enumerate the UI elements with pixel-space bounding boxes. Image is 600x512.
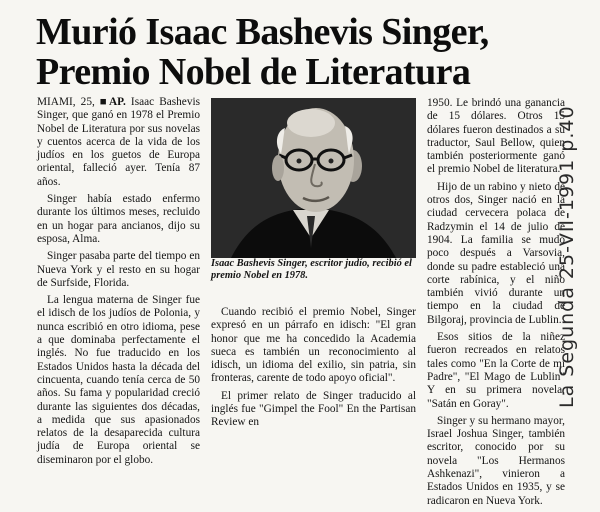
portrait-photo xyxy=(211,98,416,258)
article-column-3 xyxy=(427,97,565,512)
article-column-2 xyxy=(211,306,416,434)
paragraph: La lengua materna de Singer fue el idisch de los judíos de Polonia, y nunca escribió en otro idioma, pese a que dominaba perfectamente el inglés. No fue traducido en los Estados Unidos hasta la década del cincuenta, cuando tenía cerca de 50 años. Su fama y popularidad creció durante las siguientes dos décadas, a medida que sus apasionados relatos de la desaparecida cultura judía de Europa oriental se diseminaron por el globo. xyxy=(37,294,200,466)
dateline: MIAMI, 25, xyxy=(37,96,95,108)
paragraph: Esos sitios de la niñez fueron recreados en relatos tales como "En la Corte de mi Padre", "El Mago de Lublin" Y en su primera novela, "Satán en Goray". xyxy=(427,331,565,410)
paragraph: Singer pasaba parte del tiempo en Nueva York y el resto en su hogar de Surfside, Florida. xyxy=(37,250,200,289)
photo-caption: Isaac Bashevis Singer, escritor judío, recibió el premio Nobel en 1978. xyxy=(211,258,412,281)
lead-paragraph xyxy=(37,96,200,189)
paragraph: 1950. Le brindó una ganancia de 15 dólares. Otros 15 dólares fueron destinados a su traductor, Saul Bellow, quien también posteriormente ganó el premio Nobel de literatura. xyxy=(427,97,565,176)
headline-line-1: Murió Isaac Bashevis Singer, xyxy=(36,11,489,53)
article-column-1 xyxy=(37,96,200,471)
lead-text: Isaac Bashevis Singer, que ganó en 1978 el Premio Nobel de Literatura por sus novelas y cuentos acerca de la vida de los judíos en los guetos de Europa oriental, falleció ayer. Tenía 87 años. xyxy=(37,96,201,188)
paragraph: Singer y su hermano mayor, Israel Joshua Singer, también escritor, conocido por su novela "Los Hermanos Ashkenazi", vinieron a Estados Unidos en 1935, y se radicaron en Nueva York. xyxy=(427,414,565,507)
paragraph: El primer relato de Singer traducido al inglés fue "Gimpel the Fool" En the Partisan Review en xyxy=(211,389,416,429)
headline-line-2: Premio Nobel de Literatura xyxy=(36,51,471,93)
paragraph: Hijo de un rabino y nieto de otros dos, Singer nació en la ciudad cervecera polaca de Radzymin el 14 de julio de 1904. La familia se mudó poco después a Varsovia, donde su padre estableció una corte rabínica, y el niño también vivió durante un tiempo en la ciudad de Bilgoraj, provincia de Lublin. xyxy=(427,180,565,326)
headline xyxy=(36,12,576,92)
paragraph: Cuando recibió el premio Nobel, Singer expresó en un párrafo en idisch: "El gran honor que me ha concedido la Academia sueca es también un reconocimiento al idisch, un idioma del exilio, sin patria, sin fronteras, carente de todo apoyo oficial". xyxy=(211,306,416,385)
handwritten-source-note: La Segunda 25-VII-1991 p.40 xyxy=(556,105,578,408)
agency-tag: ■AP. xyxy=(99,96,126,108)
paragraph: Singer había estado enfermo durante los últimos meses, recluido en un hogar para ancianos, dijo su esposa, Alma. xyxy=(37,193,200,245)
